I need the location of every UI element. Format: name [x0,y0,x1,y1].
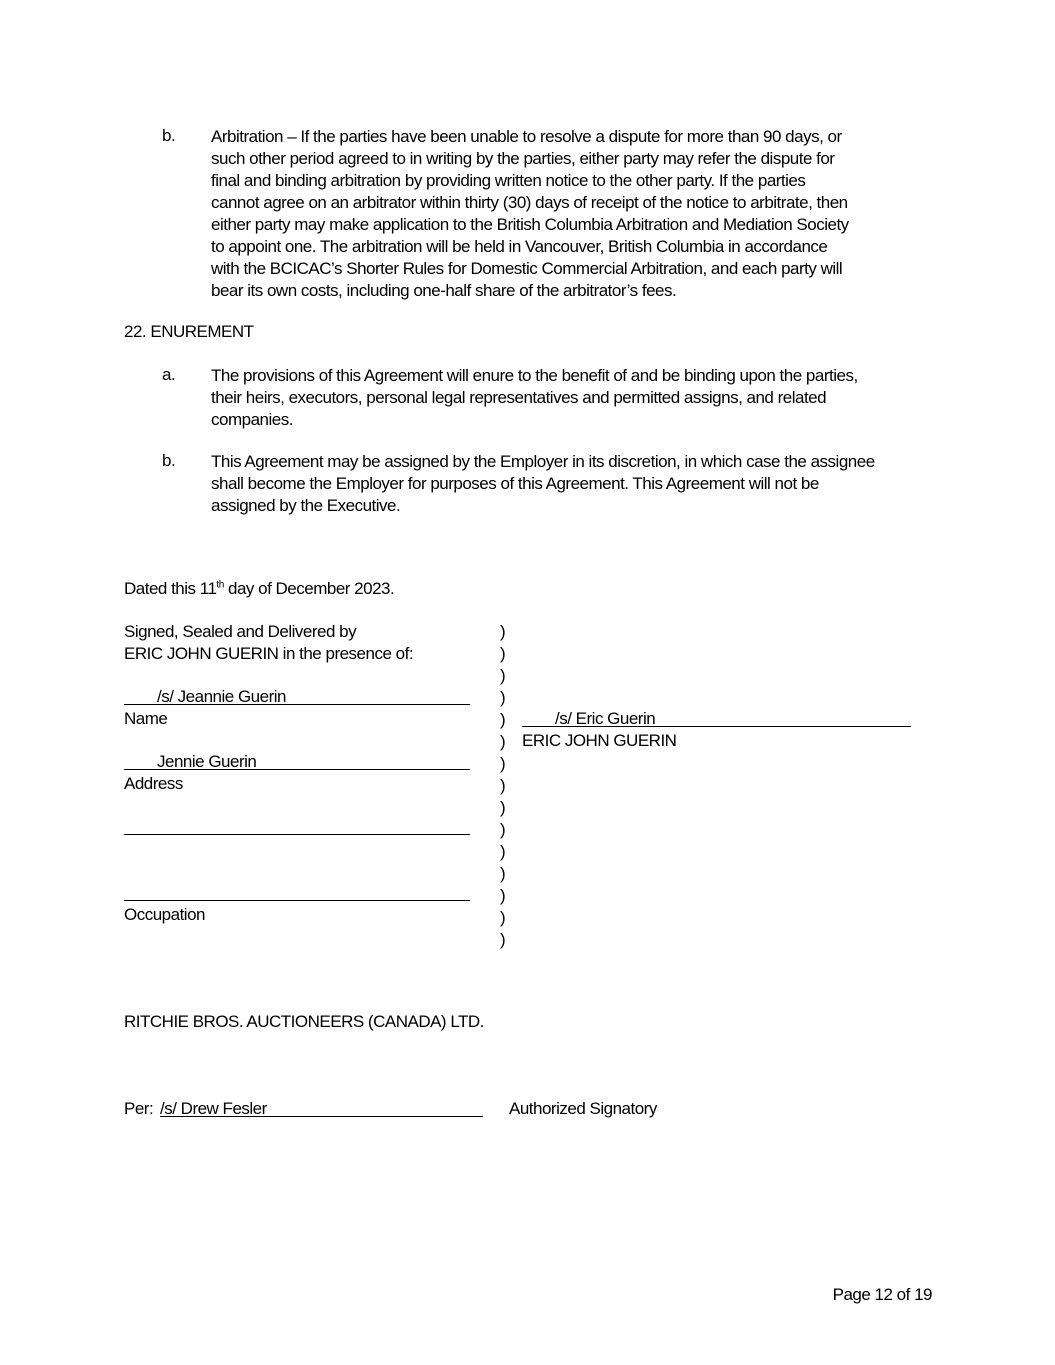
paragraph-line: Arbitration – If the parties have been unable to resolve a dispute for more than 90 days, or [211,127,842,146]
address-line [124,834,470,835]
per-label: Per: [124,1099,154,1118]
bracket-paren: ) [500,886,506,905]
company-signature: /s/ Drew Fesler [160,1099,267,1118]
witness-signature-line [124,704,470,705]
paragraph-line: to appoint one. The arbitration will be held in Vancouver, British Columbia in accordance [211,237,828,256]
enurement-paragraph-a [211,365,936,431]
occupation-line [124,900,470,901]
page-number: Page 12 of 19 [832,1285,932,1304]
bracket-paren: ) [500,908,506,927]
bracket-paren: ) [500,666,506,685]
paragraph-line: companies. [211,410,293,429]
paragraph-line: assigned by the Executive. [211,496,401,515]
bracket-paren: ) [500,622,506,641]
dated-line [124,579,394,599]
witness-name-line [124,769,470,770]
paragraph-line: final and binding arbitration by providing written notice to the other party. If the parties [211,171,806,190]
company-signature-line [160,1116,483,1117]
witness-address-label: Address [124,774,183,793]
paragraph-line: such other period agreed to in writing by the parties, either party may refer the dispute for [211,149,835,168]
witness-intro-line-2: ERIC JOHN GUERIN in the presence of: [124,644,414,663]
bracket-paren: ) [500,930,506,949]
paragraph-line: This Agreement may be assigned by the Employer in its discretion, in which case the assignee [211,452,875,471]
bracket-paren: ) [500,644,506,663]
bracket-paren: ) [500,732,506,751]
witness-signature: /s/ Jeannie Guerin [157,687,286,706]
arbitration-paragraph [211,126,936,302]
bracket-paren: ) [500,688,506,707]
executive-name: ERIC JOHN GUERIN [522,731,677,750]
witness-intro-line-1: Signed, Sealed and Delivered by [124,622,357,641]
executive-signature: /s/ Eric Guerin [555,709,656,728]
witness-name-label: Name [124,709,168,728]
dated-prefix: Dated this 11 [124,579,217,598]
bracket-paren: ) [500,710,506,729]
company-name: RITCHIE BROS. AUCTIONEERS (CANADA) LTD. [124,1012,484,1031]
paragraph-line: cannot agree on an arbitrator within thirty (30) days of receipt of the notice to arbitrate, then [211,193,848,212]
bracket-paren: ) [500,842,506,861]
witness-name: Jennie Guerin [157,752,257,771]
paragraph-line: shall become the Employer for purposes of this Agreement. This Agreement will not be [211,474,819,493]
paragraph-line: with the BCICAC’s Shorter Rules for Domestic Commercial Arbitration, and each party will [211,259,843,278]
paragraph-line: their heirs, executors, personal legal representatives and permitted assigns, and related [211,388,827,407]
list-marker-22a: a. [162,365,176,384]
witness-occupation-label: Occupation [124,905,205,924]
bracket-paren: ) [500,820,506,839]
dated-suffix: day of December 2023. [223,579,395,598]
paragraph-line: either party may make application to the British Columbia Arbitration and Mediation Society [211,215,849,234]
section-heading-enurement: 22. ENUREMENT [124,322,254,341]
bracket-paren: ) [500,864,506,883]
authorized-signatory-label: Authorized Signatory [509,1099,657,1118]
bracket-paren: ) [500,798,506,817]
enurement-paragraph-b [211,451,936,517]
bracket-paren: ) [500,754,506,773]
dated-superscript: th [216,579,224,591]
list-marker-22b: b. [162,451,176,470]
list-marker-21b: b. [162,126,176,145]
bracket-paren: ) [500,776,506,795]
executive-signature-line [522,726,911,727]
paragraph-line: bear its own costs, including one-half share of the arbitrator’s fees. [211,281,677,300]
paragraph-line: The provisions of this Agreement will enure to the benefit of and be binding upon the parties, [211,366,858,385]
